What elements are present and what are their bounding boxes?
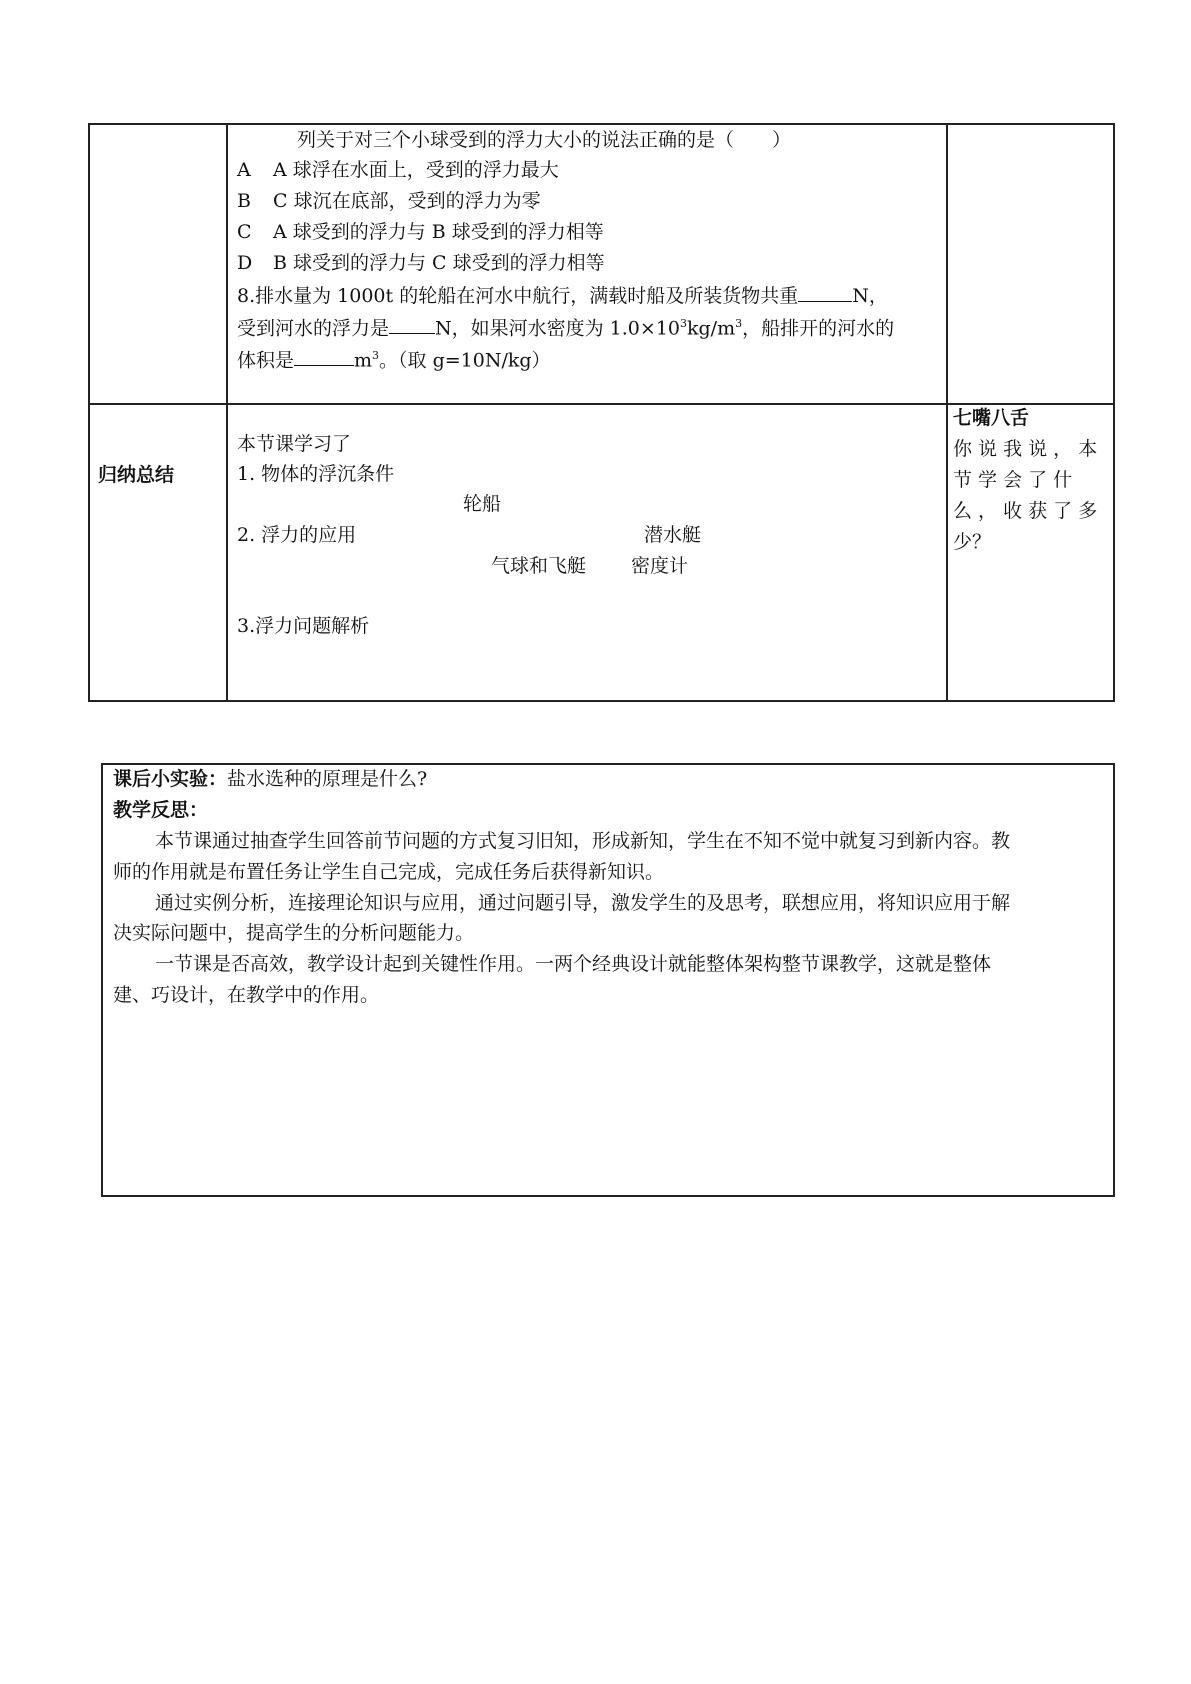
q8-part2a: 受到河水的浮力是 xyxy=(237,317,390,340)
table2-border-right xyxy=(1113,763,1115,1196)
reflection-line-6: 建、巧设计，在教学中的作用。 xyxy=(113,984,380,1006)
table2-border-left xyxy=(101,763,103,1196)
q8-blank-3 xyxy=(294,351,354,366)
q8-part2d: ，船排开的河水的 xyxy=(742,317,895,340)
option-d-text: B 球受到的浮力与 C 球受到的浮力相等 xyxy=(273,252,605,274)
table1-border-left xyxy=(88,123,90,701)
side-line-3: 么 ， 收 获 了 多 xyxy=(953,500,1098,522)
table1-col-divider-1 xyxy=(226,123,228,701)
q8-part3b: m xyxy=(354,349,373,372)
experiment-label: 课后小实验： xyxy=(113,768,228,790)
reflection-line-2: 师的作用就是布置任务让学生自己完成，完成任务后获得新知识。 xyxy=(113,861,665,883)
summary-item-3: 3.浮力问题解析 xyxy=(237,615,370,637)
question-8-line-2 xyxy=(237,318,894,338)
table1-col-divider-2 xyxy=(946,123,948,701)
q8-part2b: N，如果河水密度为 1.0×10 xyxy=(435,317,680,340)
reflection-line-1: 本节课通过抽查学生回答前节问题的方式复习旧知，形成新知，学生在不知不觉中就复习到新内容。教 xyxy=(155,830,1011,852)
q8-part3a: 体积是 xyxy=(237,349,295,372)
summary-ship: 轮船 xyxy=(463,493,502,515)
side-line-1: 你 说 我 说 ， 本 xyxy=(953,438,1098,460)
option-b-text: C 球沉在底部，受到的浮力为零 xyxy=(273,190,541,212)
summary-balloon: 气球和飞艇 xyxy=(491,555,587,577)
option-b-letter: B xyxy=(237,190,251,212)
summary-item-2: 2. 浮力的应用 xyxy=(237,524,357,546)
summary-submarine: 潜水艇 xyxy=(644,524,702,546)
experiment-line xyxy=(113,770,427,789)
question-8-line-3 xyxy=(237,350,551,370)
summary-intro: 本节课学习了 xyxy=(237,433,352,455)
q8-part1: 8.排水量为 1000t 的轮船在河水中航行，满载时船及所装货物共重 xyxy=(237,285,799,307)
summary-label: 归纳总结 xyxy=(98,464,175,486)
table2-border-bottom xyxy=(101,1195,1115,1197)
table1-row-divider xyxy=(88,403,1115,405)
option-d-letter: D xyxy=(237,252,253,274)
reflection-line-4: 决实际问题中，提高学生的分析问题能力。 xyxy=(113,922,475,944)
table1-border-right xyxy=(1113,123,1115,701)
option-c-text: A 球受到的浮力与 B 球受到的浮力相等 xyxy=(273,221,604,243)
question-7-stem: 列关于对三个小球受到的浮力大小的说法正确的是（ ） xyxy=(297,129,792,151)
option-a-letter: A xyxy=(237,159,251,181)
side-title: 七嘴八舌 xyxy=(953,407,1030,429)
reflection-label: 教学反思： xyxy=(113,799,209,821)
option-c-letter: C xyxy=(237,221,252,243)
q8-part3c: 。（取 g=10N/kg） xyxy=(379,349,551,372)
table1-border-top xyxy=(88,123,1115,125)
experiment-text: 盐水选种的原理是什么? xyxy=(227,768,428,790)
q8-sup-volume: 3 xyxy=(372,349,380,362)
q8-blank-2 xyxy=(389,319,435,334)
summary-item-1: 1. 物体的浮沉条件 xyxy=(237,463,395,485)
reflection-line-3: 通过实例分析，连接理论知识与应用，通过问题引导，激发学生的及思考，联想应用，将知识应用于解 xyxy=(155,892,1011,914)
q8-part2c: kg/m xyxy=(687,317,736,340)
table1-border-bottom xyxy=(88,700,1115,702)
side-line-2: 节 学 会 了 什 xyxy=(953,469,1073,491)
question-8-line-1 xyxy=(237,287,888,306)
option-a-text: A 球浮在水面上，受到的浮力最大 xyxy=(273,159,559,181)
summary-hydrometer: 密度计 xyxy=(631,555,689,577)
q8-blank-1 xyxy=(798,287,852,302)
reflection-line-5: 一节课是否高效，教学设计起到关键性作用。一两个经典设计就能整体架构整节课教学，这就是整体 xyxy=(155,953,992,975)
q8-part1-end: N， xyxy=(852,285,888,307)
q8-sup-unit: 3 xyxy=(735,317,743,330)
q8-sup-exp: 3 xyxy=(680,317,687,330)
side-line-4: 少？ xyxy=(953,531,992,553)
table2-border-top xyxy=(101,763,1115,765)
